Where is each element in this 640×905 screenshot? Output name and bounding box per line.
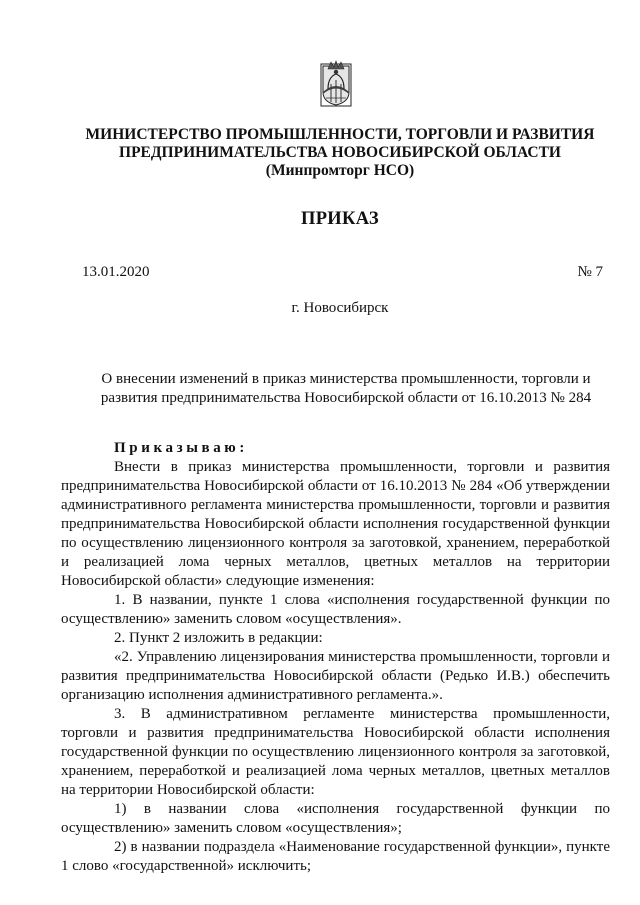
order-city: г. Новосибирск (291, 300, 389, 316)
coat-of-arms-icon (317, 58, 355, 110)
ministry-abbreviation: (Минпромторг НСО) (265, 162, 415, 179)
order-paragraph: 1) в названии слова «исполнения государственной функции по осуществлению» заменить словом «осуществления»; (61, 801, 610, 836)
order-paragraph: 2. Пункт 2 изложить в редакции: (114, 630, 323, 646)
order-date: 13.01.2020 (82, 264, 150, 280)
ministry-title-line: ПРЕДПРИНИМАТЕЛЬСТВА НОВОСИБИРСКОЙ ОБЛАСТИ (119, 144, 561, 161)
ministry-title-line: МИНИСТЕРСТВО ПРОМЫШЛЕННОСТИ, ТОРГОВЛИ И РАЗВИТИЯ (85, 126, 595, 143)
order-body (61, 439, 610, 876)
order-paragraph: 1. В названии, пункте 1 слова «исполнения государственной функции по осуществлению» заменить словом «осуществления». (61, 592, 610, 627)
order-paragraph: «2. Управлению лицензирования министерства промышленности, торговли и развития предпринимательства Новосибирской области (Редько И.В.) обеспечить организацию исполнения административного регламента.». (61, 649, 610, 703)
order-paragraph: 2) в названии подраздела «Наименование государственной функции», пункте 1 слово «государственной» исключить; (61, 839, 610, 874)
order-paragraph: 3. В административном регламенте министерства промышленности, торговли и развития предпринимательства Новосибирской области исполнения государственной функции по осуществлению лицензионного контроля за заготовкой, хранением, переработкой и реализацией лома черных металлов, цветных металлов на территории Новосибирской области: (61, 706, 610, 798)
ministry-title (60, 126, 620, 180)
document-type: ПРИКАЗ (301, 209, 379, 229)
order-number: № 7 (577, 264, 603, 280)
order-paragraph: Внести в приказ министерства промышленности, торговли и развития предпринимательства Новосибирской области от 16.10.2013 № 284 «Об утверждении административного регламента министерства промышленности, торговли и развития предпринимательства Новосибирской области исполнения государственной функции по осуществлению лицензионного контроля за заготовкой, хранением, переработкой и реализацией лома черных металлов, цветных металлов на территории Новосибирской области» следующие изменения: (61, 459, 610, 589)
order-subject: О внесении изменений в приказ министерства промышленности, торговли и развития предпринимательства Новосибирской области от 16.10.2013 № 284 (100, 371, 592, 406)
order-word: Приказываю: (114, 440, 248, 456)
